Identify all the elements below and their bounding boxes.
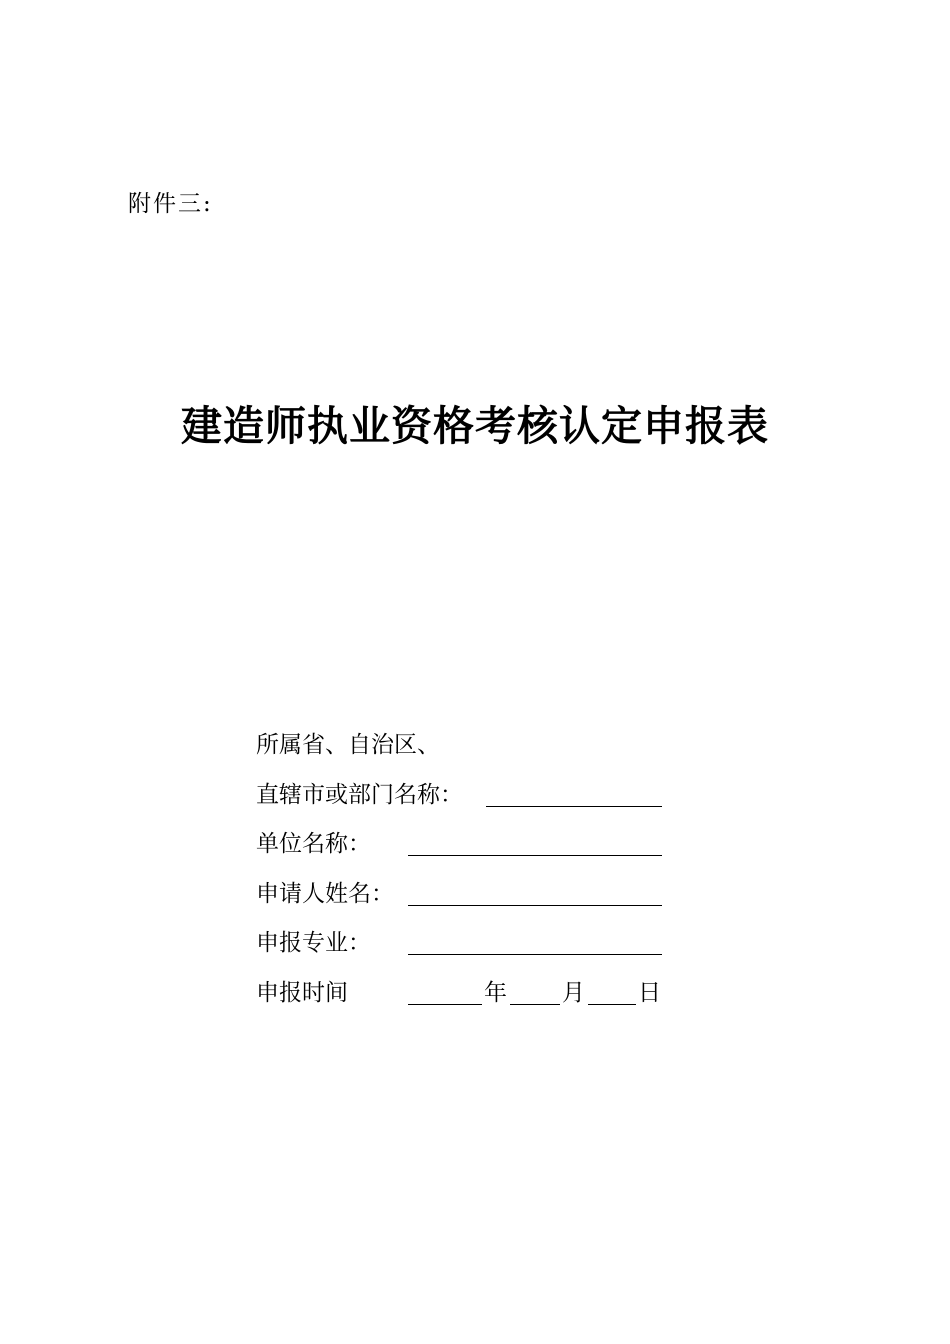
region-label: 直辖市或部门名称： — [256, 782, 463, 808]
province-label: 所属省、自治区、 — [256, 732, 440, 758]
month-label: 月 — [562, 980, 585, 1006]
month-input-line[interactable] — [510, 1004, 560, 1005]
day-label: 日 — [638, 980, 661, 1006]
specialty-input-line[interactable] — [408, 954, 662, 955]
attachment-label: 附件三: — [128, 191, 213, 217]
year-input-line[interactable] — [408, 1004, 482, 1005]
year-label: 年 — [484, 980, 507, 1006]
applicant-label: 申请人姓名： — [256, 881, 394, 907]
unit-input-line[interactable] — [408, 855, 662, 856]
page-title: 建造师执业资格考核认定申报表 — [181, 402, 769, 450]
region-input-line[interactable] — [486, 806, 662, 807]
day-input-line[interactable] — [588, 1004, 636, 1005]
applicant-input-line[interactable] — [408, 905, 662, 906]
unit-label: 单位名称： — [256, 831, 371, 857]
specialty-label: 申报专业： — [256, 930, 371, 956]
date-label: 申报时间 — [256, 980, 348, 1006]
